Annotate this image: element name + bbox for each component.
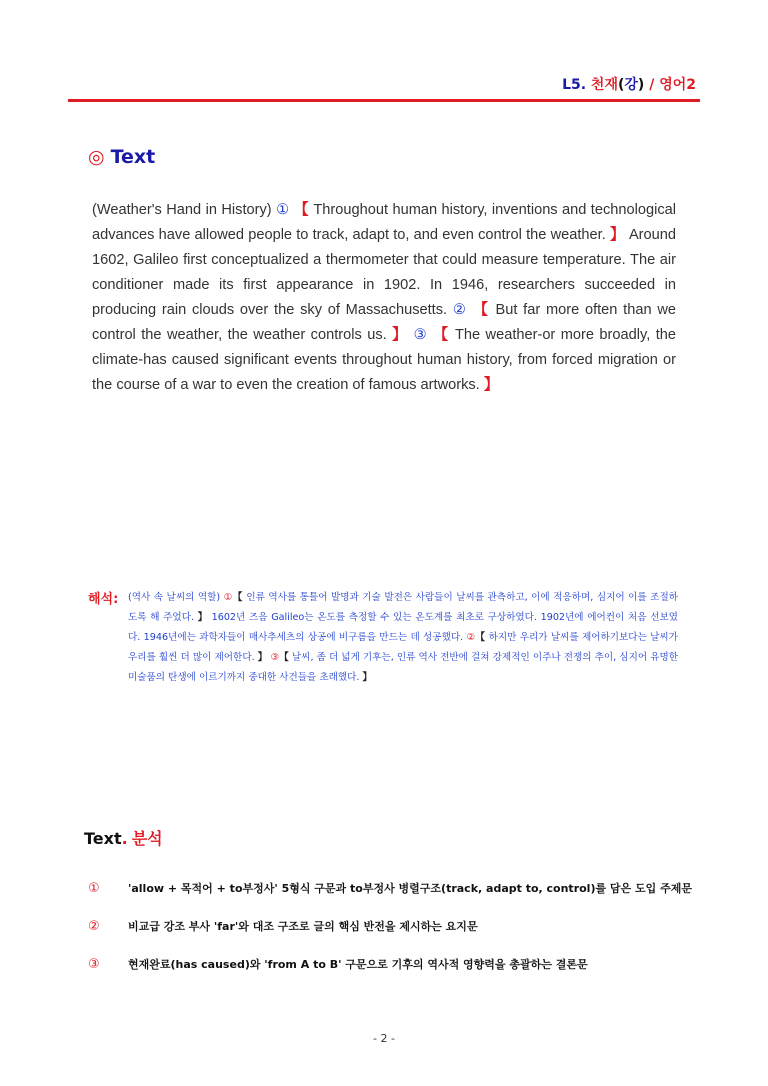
analysis-item-2 <box>88 918 478 934</box>
header-divider <box>68 99 700 102</box>
lesson-number: L5. <box>562 77 587 93</box>
analysis-text-2: 비교급 강조 부사 'far'와 대조 구조로 글의 핵심 반전을 제시하는 요지문 <box>128 920 478 933</box>
sentence-marker-1: ① <box>276 202 290 218</box>
translation-sentence-3: 날씨, 좀 더 넓게 기후는, 인류 역사 전반에 걸쳐 강제적인 이주나 전쟁의 추이, 심지어 유명한 미술품의 탄생에 이르기까지 중대한 사건들을 초래했다. <box>128 652 679 683</box>
analysis-item-1 <box>88 880 692 896</box>
translation-marker-1: ① <box>223 592 233 603</box>
translation-label: 해석: <box>88 592 119 607</box>
sentence-marker-3: ③ <box>413 327 429 343</box>
bracket-open-3: 【 <box>433 327 450 343</box>
analysis-text-3: 현재완료(has caused)와 'from A to B' 구문으로 기후의 역사적 영향력을 총괄하는 결론문 <box>128 958 588 971</box>
middle-sentences: Around 1602, Galileo first conceptualized a thermometer that could measure temperature. The air conditioner made its first appearance in 1902. In 1946, researchers succeeded in producing rain clouds over the sky of Massachusetts. <box>92 227 676 318</box>
section-title-text: Text <box>110 146 156 168</box>
sentence-2: But far more often than we control the weather, the weather controls us. <box>92 302 676 343</box>
translation-middle: 1602년 즈음 Galileo는 온도를 측정할 수 있는 온도계를 최초로 구상하였다. 1902년에 에어컨이 처음 선보였다. 1946년에는 과학자들이 매사추세츠의 상공에 비구름을 만드는 데 성공했다. <box>128 612 678 643</box>
text-passage <box>92 198 676 398</box>
sentence-3: The weather-or more broadly, the climate-has caused significant events throughout human history, from forced migration or the course of a war to even the creation of famous artworks. <box>92 327 676 393</box>
sentence-marker-2: ② <box>452 302 468 318</box>
passage-title: (Weather's Hand in History) <box>92 202 272 218</box>
translation-marker-3: ③ <box>270 652 280 663</box>
translation-marker-2: ② <box>466 632 476 643</box>
bracket-open-1: 【 <box>293 202 309 218</box>
analysis-title: Text. 분석 <box>84 829 163 848</box>
bracket-close-1: 】 <box>609 227 625 243</box>
bracket-close-2: 】 <box>392 327 409 343</box>
double-circle-icon: ◎ <box>88 146 105 168</box>
publisher-name: 천재 <box>590 77 618 93</box>
translation-title: (역사 속 날씨의 역할) <box>128 592 221 603</box>
sentence-1: Throughout human history, inventions and technological advances have allowed people to track, adapt to, and even control the weather. <box>92 202 676 243</box>
bracket-open-2: 【 <box>473 302 490 318</box>
publisher-author: 강 <box>624 77 638 93</box>
translation-sentence-1: 인류 역사를 통틀어 발명과 기술 발전은 사람들이 날씨를 관측하고, 이에 적응하며, 심지어 이를 조절하도록 해 주었다. <box>128 592 678 623</box>
subject-name: 영어2 <box>659 77 696 93</box>
page-header: L5. 천재(강) / 영어2 <box>562 77 696 93</box>
header-separator: / <box>649 77 655 93</box>
analysis-item-3 <box>88 956 588 972</box>
analysis-marker-3: ③ <box>88 957 100 972</box>
translation-text: (역사 속 날씨의 역할) ①【 인류 역사를 통틀어 발명과 기술 발전은 사람들이 날씨를 관측하고, 이에 적응하며, 심지어 이를 조절하도록 해 주었다. 】 1602년 즈음 Galileo는 온도를 측정할 수 있는 온도계를 최초로 구상하였다. 1902년에 에어컨이 처음 선보였다. 1946년에는 과학자들이 매사추세츠의 상공에 비구름을 만드는 데 성공했다. ②【 하지만 우리가 날씨를 제어하기보다는 날씨가 우리를 훨씬 더 많이 제어한다. 】 ③【 날씨, 좀 더 넓게 기후는, 인류 역사 전반에 걸쳐 강제적인 이주나 전쟁의 추이, 심지어 유명한 미술품의 탄생에 이르기까지 중대한 사건들을 초래했다. 】 <box>128 592 679 683</box>
analysis-text-1: 'allow + 목적어 + to부정사' 5형식 구문과 to부정사 병렬구조(track, adapt to, control)를 담은 도입 주제문 <box>128 882 692 895</box>
bracket-close-3: 】 <box>483 377 499 393</box>
analysis-marker-1: ① <box>88 881 100 896</box>
page-number: - 2 - <box>373 1032 395 1045</box>
section-title <box>88 146 155 168</box>
analysis-marker-2: ② <box>88 919 100 934</box>
translation-sentence-2: 하지만 우리가 날씨를 제어하기보다는 날씨가 우리를 훨씬 더 많이 제어한다. <box>128 632 678 663</box>
